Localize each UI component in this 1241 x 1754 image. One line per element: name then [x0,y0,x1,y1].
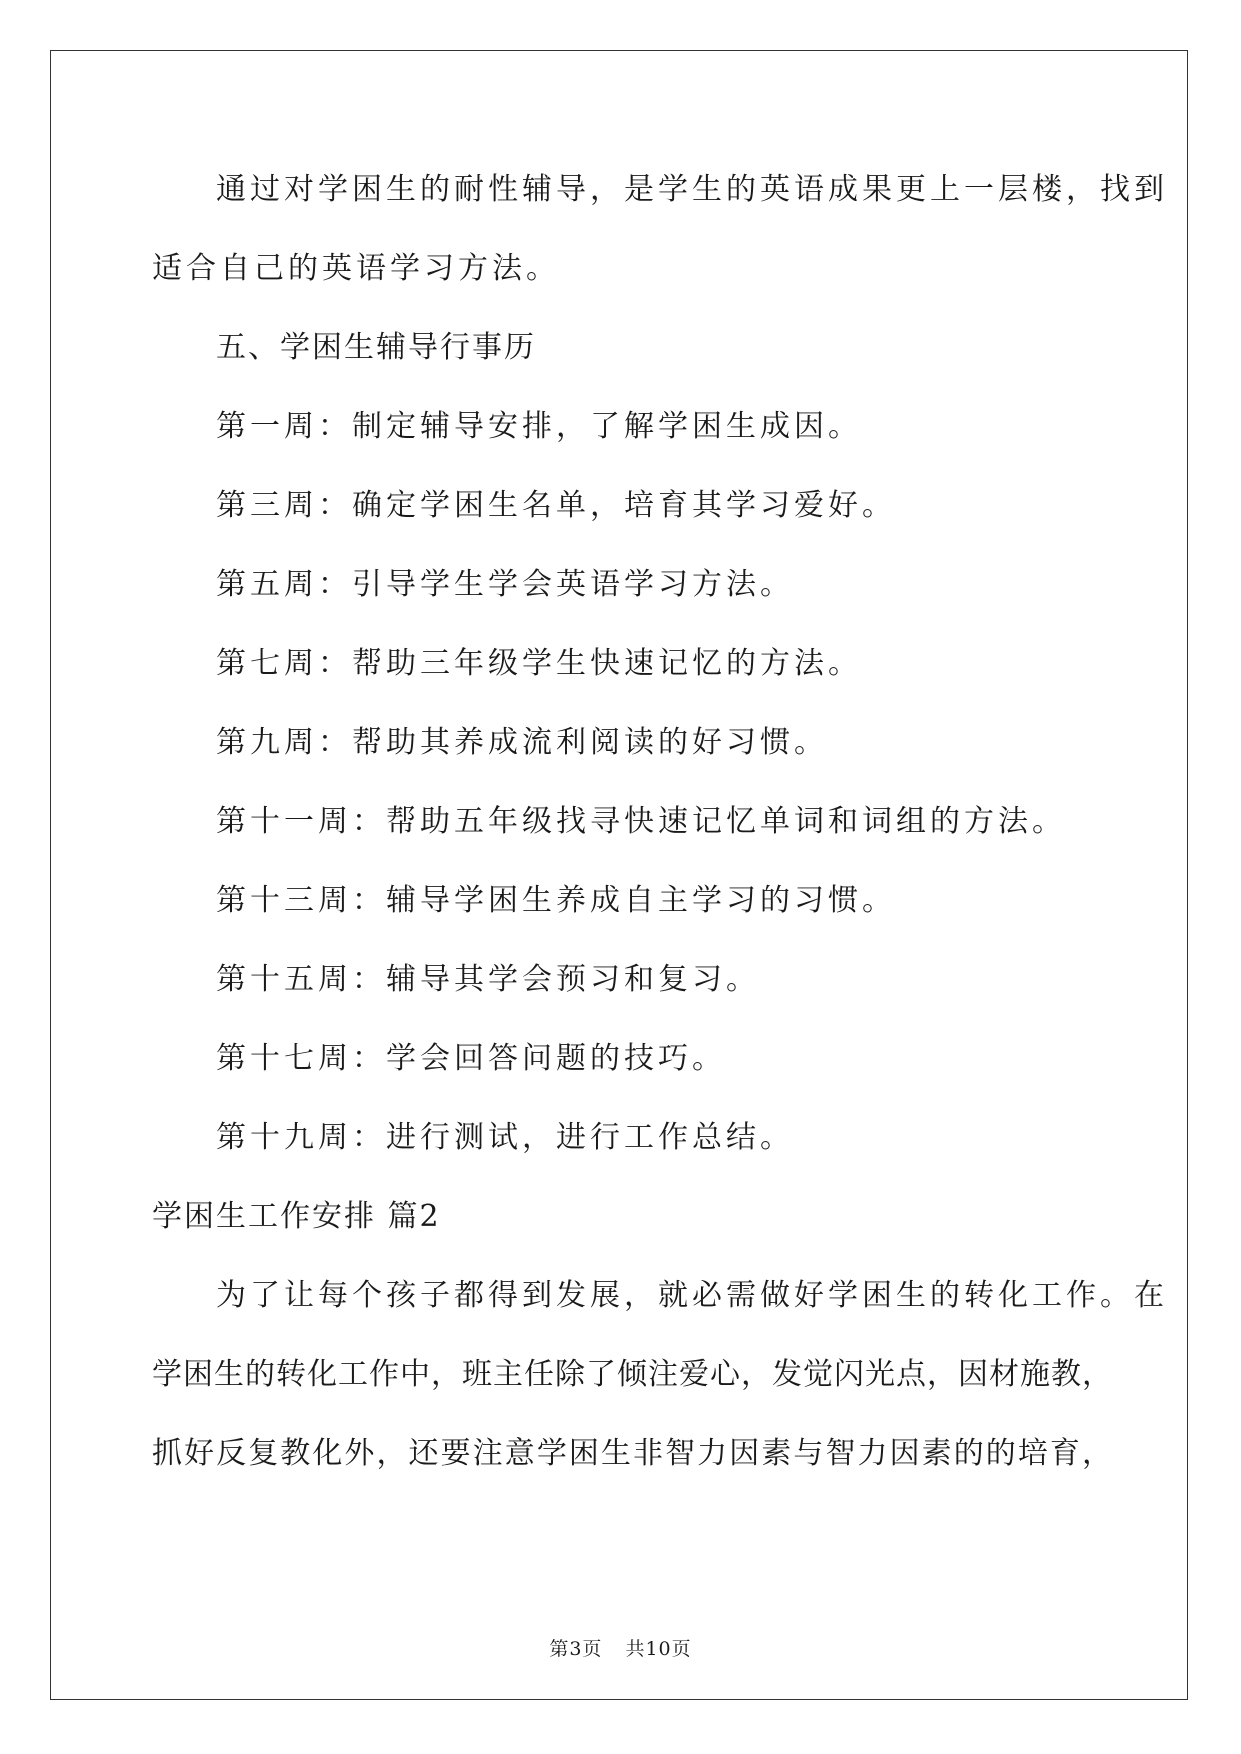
paragraph-1-line-2: 适合自己的英语学习方法。 [152,251,560,286]
schedule-item-week-3: 第三周：确定学困生名单，培育其学习爱好。 [216,488,896,523]
schedule-item-week-15: 第十五周：辅导其学会预习和复习。 [216,962,760,997]
schedule-item-week-9: 第九周：帮助其养成流利阅读的好习惯。 [216,725,828,760]
paragraph-2-line-1: 为了让每个孩子都得到发展，就必需做好学困生的转化工作。在 [216,1278,1168,1313]
page-footer [0,1637,1241,1661]
page-number: 第3页 [549,1638,603,1660]
schedule-item-week-11: 第十一周：帮助五年级找寻快速记忆单词和词组的方法。 [216,804,1066,839]
article-2-title: 学困生工作安排 篇2 [152,1199,441,1234]
page-total: 共10页 [625,1638,692,1660]
paragraph-2-line-3: 抓好反复教化外，还要注意学困生非智力因素与智力因素的的培育， [152,1436,1112,1471]
schedule-item-week-5: 第五周：引导学生学会英语学习方法。 [216,567,794,602]
document-body [152,168,1168,1511]
paragraph-2-line-2: 学困生的转化工作中，班主任除了倾注爱心，发觉闪光点，因材施教， [152,1357,1112,1392]
schedule-item-week-1: 第一周：制定辅导安排，了解学困生成因。 [216,409,862,444]
paragraph-1-line-1: 通过对学困生的耐性辅导，是学生的英语成果更上一层楼，找到 [216,172,1168,207]
schedule-item-week-13: 第十三周：辅导学困生养成自主学习的习惯。 [216,883,896,918]
schedule-item-week-17: 第十七周：学会回答问题的技巧。 [216,1041,726,1076]
section-5-title: 五、学困生辅导行事历 [216,330,536,365]
schedule-item-week-19: 第十九周：进行测试，进行工作总结。 [216,1120,794,1155]
schedule-item-week-7: 第七周：帮助三年级学生快速记忆的方法。 [216,646,862,681]
